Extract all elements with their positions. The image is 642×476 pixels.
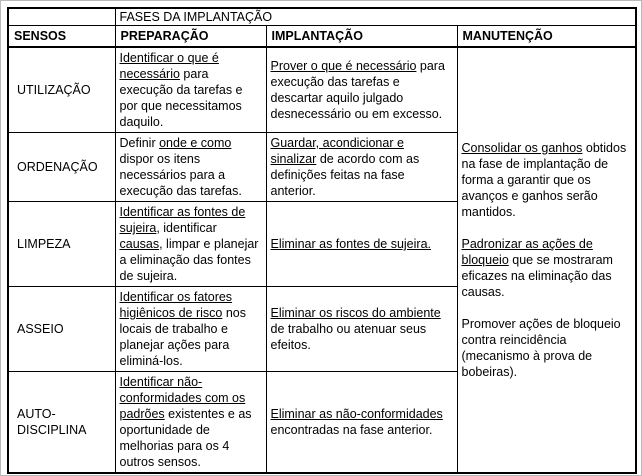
manutencao-paragraph-padronizar xyxy=(462,236,631,300)
implantacao-cell-asseio xyxy=(266,287,457,372)
cell-text: para execução das tarefas e descartar aquilo julgado desnecessário ou em excesso. xyxy=(270,59,445,121)
senso-label-utilizacao: UTILIZAÇÃO xyxy=(8,47,115,133)
column-header-row xyxy=(8,26,636,48)
cell-text: nos locais de trabalho e planejar ações para eliminá-los. xyxy=(119,306,246,368)
implantacao-cell-utilizacao xyxy=(266,47,457,133)
cell-text: Identificar não-conformidades com os padrões xyxy=(119,375,246,421)
cell-text: Consolidar os ganhos xyxy=(461,141,583,155)
table-title-row xyxy=(8,8,636,26)
cell-text: causas xyxy=(119,237,160,251)
cell-text: onde e como xyxy=(159,136,232,150)
senso-label-ordenacao: ORDENAÇÃO xyxy=(8,133,115,202)
cell-text: Eliminar as fontes de sujeira. xyxy=(270,237,431,251)
cell-text: , limpar e planejar a eliminação das fontes de sujeira. xyxy=(119,237,259,283)
manutencao-paragraph-consolidar xyxy=(462,140,631,220)
preparacao-cell-ordenacao xyxy=(115,133,266,202)
preparacao-cell-utilizacao xyxy=(115,47,266,133)
cell-text: obtidos na fase de implantação de forma a garantir que os avanços e ganhos serão mantidos. xyxy=(461,141,627,219)
cell-text: Eliminar as não-conformidades xyxy=(270,407,443,421)
preparacao-cell-limpeza xyxy=(115,202,266,287)
cell-text: , identificar xyxy=(156,221,217,235)
manutencao-paragraph-promover xyxy=(462,316,631,380)
empty-corner-cell xyxy=(8,8,115,26)
cell-text: Identificar os fatores higiênicos de risco xyxy=(119,290,233,320)
cell-text: Definir xyxy=(119,136,160,150)
col-header-manutencao: MANUTENÇÃO xyxy=(457,26,636,48)
cell-text: existentes e as oportunidade de melhorias para os 4 outros sensos. xyxy=(119,407,252,469)
table-title: FASES DA IMPLANTAÇÃO xyxy=(115,8,636,26)
cell-text: Padronizar as ações de bloqueio xyxy=(461,237,593,267)
col-header-preparacao: PREPARAÇÃO xyxy=(115,26,266,48)
cell-text: Prover o que é necessário xyxy=(270,59,417,73)
manutencao-cell xyxy=(457,47,636,473)
cell-text: Identificar o que é necessário xyxy=(119,51,219,81)
implantacao-cell-limpeza xyxy=(266,202,457,287)
fases-da-implantacao-table xyxy=(7,7,637,474)
table-row-utilizacao xyxy=(8,47,636,133)
cell-text: Eliminar os riscos do ambiente xyxy=(270,306,441,320)
senso-label-limpeza: LIMPEZA xyxy=(8,202,115,287)
cell-text: dispor os itens necessários para a execução das tarefas. xyxy=(119,152,242,198)
cell-text: de trabalho ou atenuar seus efeitos. xyxy=(270,322,427,352)
senso-label-asseio: ASSEIO xyxy=(8,287,115,372)
preparacao-cell-autodisciplina xyxy=(115,372,266,474)
cell-text: Promover ações de bloqueio contra reincidência (mecanismo à prova de bobeiras). xyxy=(461,317,621,379)
implantacao-cell-autodisciplina xyxy=(266,372,457,474)
cell-text: Guardar, acondicionar e sinalizar xyxy=(270,136,404,166)
cell-text: encontradas na fase anterior. xyxy=(270,423,433,437)
cell-text: Identificar as fontes de sujeira xyxy=(119,205,246,235)
preparacao-cell-asseio xyxy=(115,287,266,372)
implantacao-cell-ordenacao xyxy=(266,133,457,202)
col-header-sensos: SENSOS xyxy=(8,26,115,48)
col-header-implantacao: IMPLANTAÇÃO xyxy=(266,26,457,48)
cell-text: para execução da tarefas e por que necessitamos daquilo. xyxy=(119,67,243,129)
cell-text: de acordo com as definições feitas na fase anterior. xyxy=(270,152,420,198)
senso-label-autodisciplina: AUTO-DISCIPLINA xyxy=(8,372,115,474)
cell-text: que se mostraram eficazes na eliminação das causas. xyxy=(461,253,613,299)
